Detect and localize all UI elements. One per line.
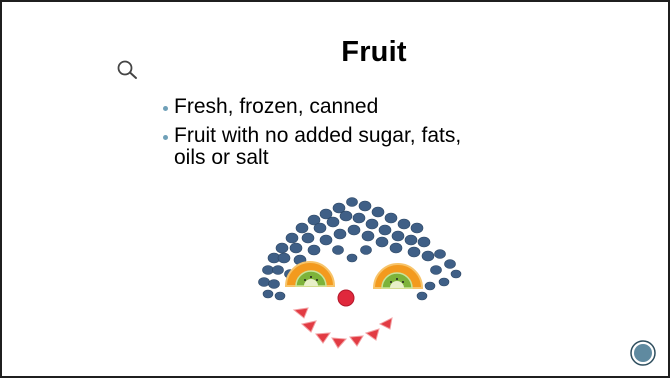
strawberry-mouth [294,308,392,348]
bullet-item-2: Fruit with no added sugar, fats, oils or salt [160,125,490,169]
circle-nav-icon[interactable] [630,340,656,366]
bullet-list [160,96,490,176]
fruit-face-image [254,194,474,352]
raspberry-nose [338,290,354,306]
bullet-item-1: Fresh, frozen, canned [160,96,490,118]
slide-title: Fruit [341,36,407,68]
right-eye-fruit [374,264,422,288]
left-eye-fruit [286,262,334,286]
